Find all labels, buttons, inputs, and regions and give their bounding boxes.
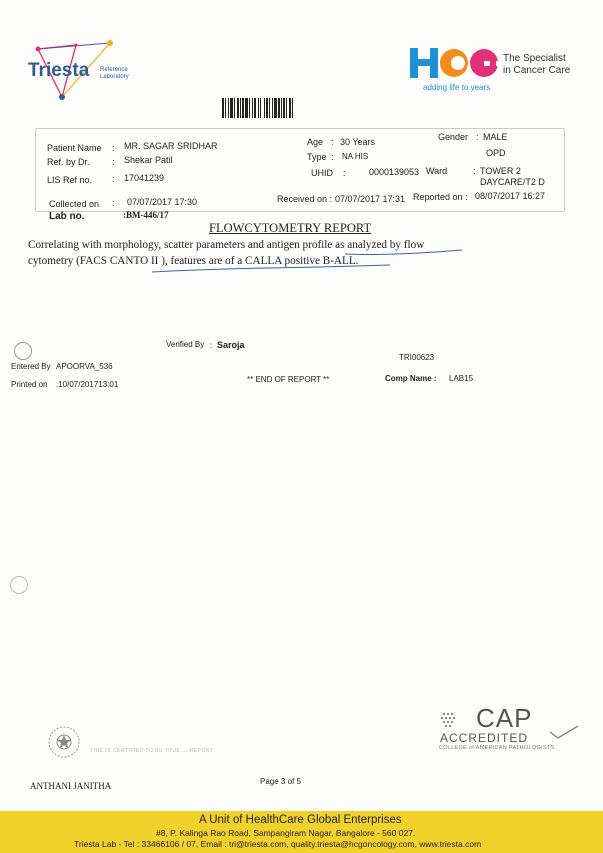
received-value: 07/07/2017 17:31 bbox=[335, 194, 406, 204]
tri-code: TRI00623 bbox=[399, 353, 435, 362]
collected-value: 07/07/2017 17:30 bbox=[127, 197, 198, 207]
lis-label: LIS Ref no. bbox=[47, 175, 93, 185]
punch-hole-icon bbox=[14, 342, 32, 360]
ref-colon: : bbox=[112, 157, 115, 167]
hcg-specialist-line2: in Cancer Care bbox=[503, 65, 571, 76]
uhid-value: 0000139053 bbox=[369, 167, 420, 177]
triesta-wordmark: Triesta bbox=[28, 60, 90, 81]
footer-line2: #8, P. Kalinga Rao Road, Sampangiram Nagar, Bangalore - 560 027. bbox=[156, 828, 416, 838]
reported-label: Reported on : bbox=[413, 192, 468, 202]
opd-value: OPD bbox=[486, 148, 506, 158]
report-line1: Correlating with morphology, scatter parameters and antigen profile as analyzed by flow bbox=[28, 239, 425, 251]
comp-name-value: LAB15 bbox=[449, 374, 474, 383]
uhid-label: UHID bbox=[311, 168, 333, 178]
printed-value: :10/07/201713:01 bbox=[56, 380, 119, 389]
cap-text: CAP bbox=[476, 703, 533, 733]
hcg-mark-icon bbox=[408, 45, 503, 81]
patient-name-label: Patient Name bbox=[47, 143, 102, 153]
punch-hole-icon bbox=[10, 576, 28, 594]
triesta-subtitle: Reference Laboratory bbox=[100, 67, 129, 80]
collected-label: Collected on bbox=[49, 199, 100, 209]
ward-colon: : bbox=[473, 166, 476, 176]
reported-value: 08/07/2017 16:27 bbox=[475, 191, 546, 201]
type-value: NA HIS bbox=[342, 152, 369, 161]
entered-label: Entered By bbox=[11, 362, 51, 371]
end-of-report: ** END OF REPORT ** bbox=[247, 375, 330, 384]
lis-colon: : bbox=[112, 174, 115, 184]
age-value: 30 Years bbox=[340, 137, 376, 147]
faint-certification-line: THIS IS CERTIFIED TO BE TRUE ... REPORT bbox=[90, 748, 214, 754]
entered-value: APOORVA_536 bbox=[56, 362, 113, 371]
seal-stamp-icon bbox=[42, 724, 86, 760]
pen-underline bbox=[150, 238, 470, 278]
cap-college: COLLEGE of AMERICAN PATHOLOGISTS bbox=[439, 745, 555, 751]
hcg-tagline: adding life to years bbox=[423, 83, 491, 92]
report-line2: cytometry (FACS CANTO II ), features are of a CALLA positive B-ALL. bbox=[28, 255, 359, 267]
verified-value: Saroja bbox=[217, 340, 245, 350]
footer-line1: A Unit of HealthCare Global Enterprises bbox=[199, 814, 402, 826]
verified-label: Verified By bbox=[166, 340, 205, 349]
gender-value: MALE bbox=[483, 132, 508, 142]
patient-name-value: MR. SAGAR SRIDHAR bbox=[124, 141, 218, 151]
report-title: FLOWCYTOMETRY REPORT bbox=[209, 221, 372, 235]
gender-label: Gender bbox=[438, 132, 469, 142]
barcode bbox=[222, 98, 335, 118]
ward-value-line1: TOWER 2 bbox=[480, 166, 521, 176]
uhid-colon: : bbox=[343, 168, 346, 178]
age-colon: : bbox=[331, 137, 334, 147]
collected-colon: : bbox=[112, 198, 115, 208]
ref-value: Shekar Patil bbox=[124, 155, 173, 165]
verified-colon: : bbox=[210, 341, 213, 350]
page-indicator: Page 3 of 5 bbox=[260, 777, 301, 786]
gender-colon: : bbox=[476, 132, 479, 142]
comp-name-label: Comp Name : bbox=[385, 374, 437, 383]
type-label: Type bbox=[307, 152, 327, 162]
barcode-bar bbox=[293, 98, 294, 118]
checkmark-icon bbox=[548, 724, 580, 740]
patient-name-colon: : bbox=[112, 143, 115, 153]
lab-no-value: :BM-446/17 bbox=[123, 210, 169, 220]
signatory-name: ANTHANI JANITHA bbox=[30, 781, 112, 791]
lis-value: 17041239 bbox=[124, 173, 165, 183]
lab-no-label: Lab no. bbox=[49, 211, 85, 222]
type-colon: : bbox=[331, 152, 334, 162]
cap-accredited: ACCREDITED bbox=[440, 731, 529, 745]
ward-label: Ward bbox=[426, 166, 448, 176]
received-label: Received on : bbox=[277, 194, 333, 204]
age-label: Age bbox=[307, 137, 324, 147]
ward-value-line2: DAYCARE/T2 D bbox=[480, 177, 545, 187]
ref-label: Ref. by Dr. bbox=[47, 157, 90, 167]
printed-label: Printed on bbox=[11, 380, 48, 389]
footer-line3: Triesta Lab - Tel : 33466106 / 07, Email : tri@triesta.com, quality.triesta@hcgoncology.com, www.triesta.com bbox=[74, 839, 482, 849]
hcg-specialist-line1: The Specialist bbox=[503, 53, 566, 64]
